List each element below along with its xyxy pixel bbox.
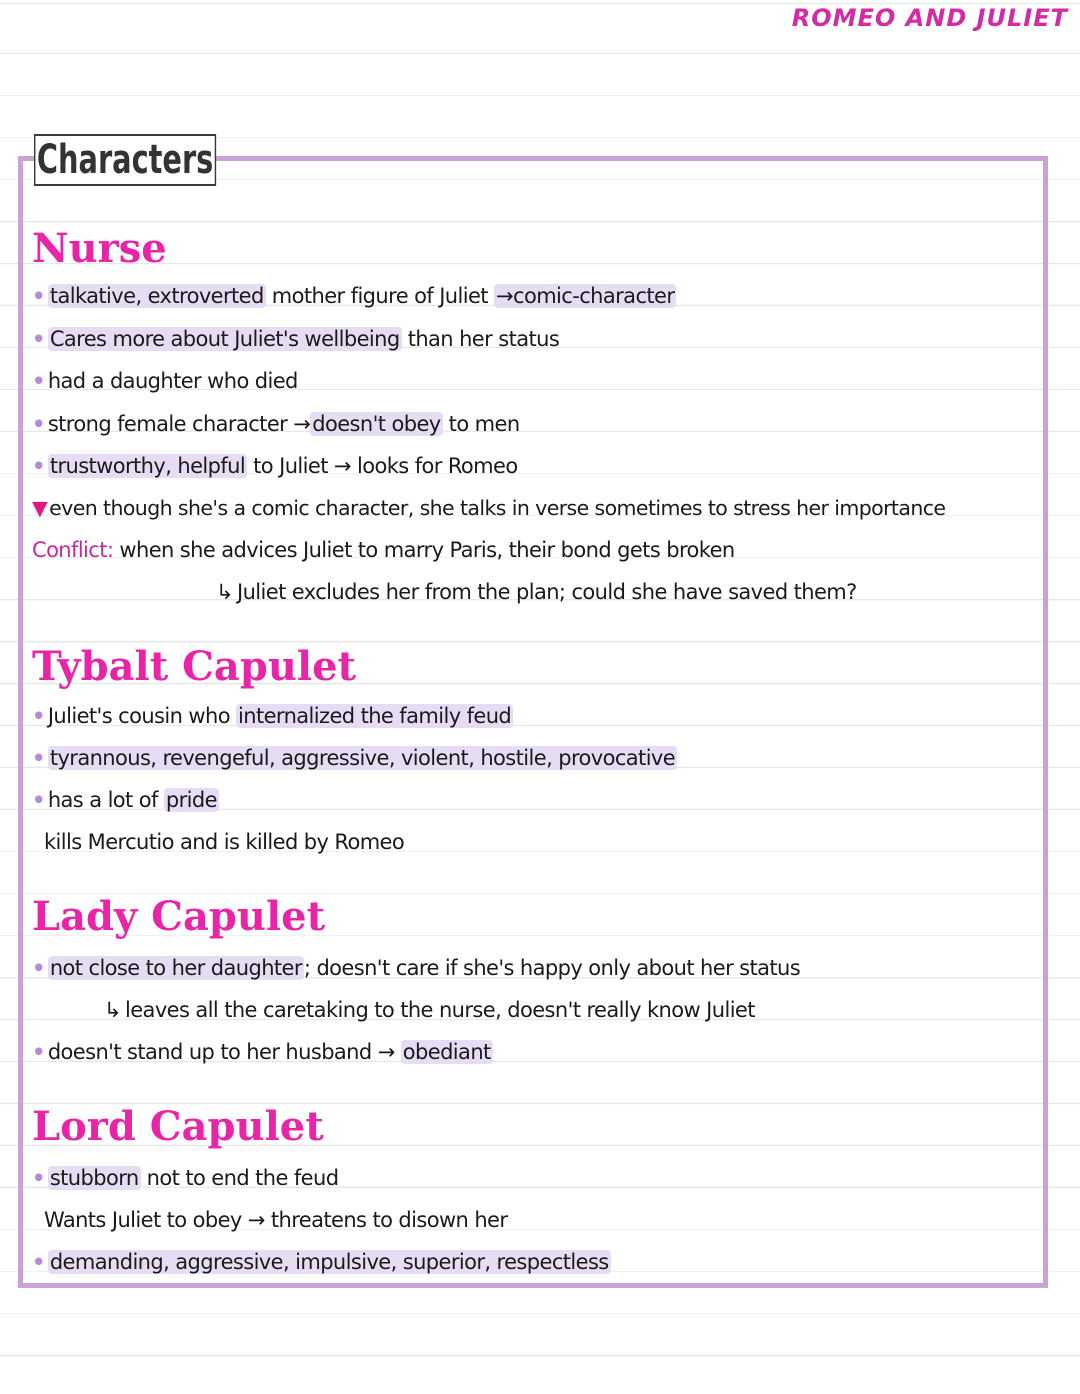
nurse-line-2 [32, 325, 559, 353]
text: Juliet excludes her from the plan; could she have saved them? [237, 580, 857, 604]
highlight: doesn't obey [312, 412, 441, 436]
text: than her status [401, 327, 560, 351]
lord-capulet-title: Lord Capulet [32, 1103, 324, 1150]
lord-line-2 [44, 1206, 507, 1234]
highlight: pride [165, 788, 217, 812]
highlight: demanding, aggressive, impulsive, superior, respectless [49, 1250, 609, 1274]
text: doesn't stand up to her husband → [47, 1040, 401, 1064]
text: ; doesn't care if she's happy only about her status [303, 956, 801, 980]
text: even though she's a comic character, she talks in verse sometimes to stress her importance [49, 496, 946, 520]
bullet-dot-icon: • [32, 788, 45, 812]
tybalt-line-1 [32, 702, 513, 730]
text: Juliet's cousin who [47, 704, 237, 728]
conflict-label: Conflict: [32, 538, 114, 562]
corner-arrow-icon: ↳ [216, 580, 233, 604]
bullet-dot-icon: • [32, 704, 45, 728]
text: to men [442, 412, 520, 436]
warning-triangle-icon: ▼ [32, 496, 48, 520]
text: kills Mercutio and is killed by Romeo [44, 830, 405, 854]
lord-line-3 [32, 1248, 611, 1276]
highlight: tyrannous, revengeful, aggressive, violent, hostile, provocative [49, 746, 676, 770]
highlight: →comic-character [496, 284, 675, 308]
tybalt-line-4 [44, 828, 404, 856]
tybalt-line-3 [32, 786, 219, 814]
bullet-dot-icon: • [32, 746, 45, 770]
corner-arrow-icon: ↳ [104, 998, 121, 1022]
highlight: not close to her daughter [49, 956, 302, 980]
bullet-dot-icon: • [32, 284, 45, 308]
nurse-line-3 [32, 367, 298, 395]
nurse-line-8 [216, 578, 857, 606]
lady-capulet-title: Lady Capulet [32, 893, 326, 940]
nurse-title: Nurse [32, 225, 167, 272]
tybalt-line-2 [32, 744, 677, 772]
tybalt-title: Tybalt Capulet [32, 643, 357, 690]
lady-line-3 [32, 1038, 493, 1066]
highlight: Cares more about Juliet's wellbeing [49, 327, 400, 351]
lady-line-2 [104, 996, 755, 1024]
bullet-dot-icon: • [32, 1250, 45, 1274]
bullet-dot-icon: • [32, 956, 45, 980]
highlight: obediant [402, 1040, 491, 1064]
text: leaves all the caretaking to the nurse, doesn't really know Juliet [125, 998, 755, 1022]
bullet-dot-icon: • [32, 454, 45, 478]
lady-line-1 [32, 954, 800, 982]
highlight: trustworthy, helpful [49, 454, 246, 478]
nurse-conflict-line [32, 536, 735, 564]
bullet-dot-icon: • [32, 412, 45, 436]
highlight: internalized the family feud [238, 704, 512, 728]
page-title: Characters [34, 134, 216, 186]
highlight: talkative, extroverted [49, 284, 264, 308]
notebook-header: ROMEO AND JULIET [791, 4, 1068, 32]
highlight: stubborn [49, 1166, 139, 1190]
nurse-line-6 [32, 494, 945, 522]
text: strong female character → [47, 412, 311, 436]
bullet-dot-icon: • [32, 327, 45, 351]
text: Wants Juliet to obey → threatens to disown her [44, 1208, 508, 1232]
text: has a lot of [47, 788, 164, 812]
nurse-line-4 [32, 410, 520, 438]
bullet-dot-icon: • [32, 1040, 45, 1064]
bullet-dot-icon: • [32, 369, 45, 393]
lord-line-1 [32, 1164, 338, 1192]
bullet-dot-icon: • [32, 1166, 45, 1190]
nurse-line-5 [32, 452, 518, 480]
text: mother figure of Juliet [265, 284, 495, 308]
text: to Juliet → looks for Romeo [247, 454, 518, 478]
text: not to end the feud [140, 1166, 339, 1190]
text: had a daughter who died [47, 369, 298, 393]
nurse-line-1 [32, 282, 676, 310]
text: when she advices Juliet to marry Paris, their bond gets broken [113, 538, 735, 562]
